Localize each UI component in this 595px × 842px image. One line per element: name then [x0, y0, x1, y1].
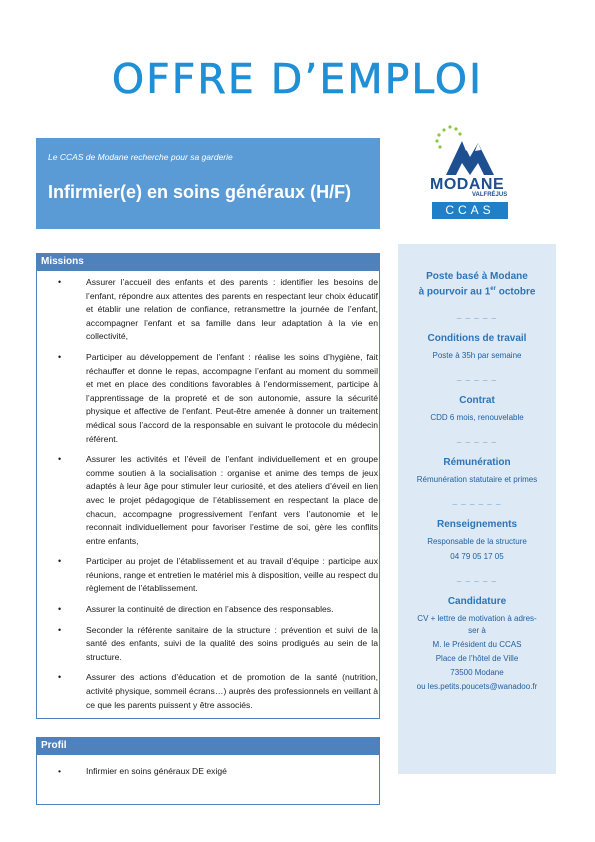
list-item: • Seconder la référente sanitaire de la structure : prévention et suivi de la santé des enfants, suivi de la qualité des soins prodigués au sein de la structure.	[36, 624, 380, 665]
logo-sub: VALFRÉJUS	[472, 192, 508, 198]
missions-heading: Missions	[36, 253, 380, 271]
separator: _ _ _ _ _	[456, 435, 498, 445]
list-item: • Assurer des actions d’éducation et de promotion de la santé (nutrition, activité physique, sommeil écrans…) auprès des professionnels en veillant à ce que les parents puissent y être associés.	[36, 671, 380, 712]
profil-section	[36, 765, 380, 778]
phone-number: 04 79 05 17 05	[450, 552, 504, 562]
conditions-heading: Conditions de travail	[427, 333, 527, 345]
missions-list	[36, 276, 380, 712]
separator: _ _ _ _ _ _	[452, 497, 502, 507]
remuneration-text: Rémunération statutaire et primes	[416, 475, 538, 485]
job-title: Infirmier(e) en soins généraux (H/F)	[48, 182, 352, 202]
candidature-line: M. le Président du CCAS	[432, 640, 522, 650]
start-date-pre: à pourvoir au 1	[418, 286, 491, 298]
job-details-sidebar	[398, 244, 556, 774]
start-date-sup: er	[490, 286, 496, 292]
logo-brand: MODANE	[430, 176, 505, 193]
renseignements-text: Responsable de la structure	[427, 537, 527, 547]
modane-ccas-logo	[426, 125, 514, 225]
contact-email: ou les.petits.poucets@wanadoo.fr	[416, 682, 538, 692]
start-date-post: octobre	[495, 286, 536, 298]
page-title: OFFRE D’EMPLOI	[111, 55, 484, 103]
location-line: Poste basé à Modane	[426, 271, 528, 282]
list-item: • Assurer les activités et l’éveil de l’enfant individuellement et en groupe comme soutien à la socialisation : organise et anime des temps de jeux adaptés à leur âge pour stimuler leur curiosité, et des ateliers d’éveil en lien avec le projet pédagogique de l’établissement en respectant la place de chacun, accompagne progressivement l’enfant vers l’autonomie et le reconnait individuellement pour favoriser l’estime de soi, gère les conflits entre enfants,	[36, 453, 380, 548]
banner-lead: Le CCAS de Modane recherche pour sa garderie	[48, 152, 233, 162]
contrat-heading: Contrat	[459, 395, 495, 407]
profil-box	[36, 755, 380, 805]
start-date-line	[398, 283, 556, 298]
renseignements-heading: Renseignements	[436, 519, 518, 531]
contrat-text: CDD 6 mois, renouvelable	[430, 413, 524, 423]
candidature-line: CV + lettre de motivation à adres-	[417, 614, 537, 624]
mountain-logo-icon	[426, 125, 514, 181]
conditions-text: Poste à 35h par semaine	[432, 351, 522, 361]
list-item: • Assurer la continuité de direction en l’absence des responsables.	[36, 603, 380, 617]
candidature-line: Place de l’hôtel de Ville	[435, 654, 519, 664]
remuneration-heading: Rémunération	[443, 457, 511, 469]
profil-heading: Profil	[36, 737, 380, 755]
separator: _ _ _ _ _	[456, 574, 498, 584]
job-banner	[36, 138, 380, 229]
separator: _ _ _ _ _	[456, 311, 498, 321]
list-item: • Infirmier en soins généraux DE exigé	[36, 765, 380, 778]
missions-section	[36, 276, 380, 719]
list-item: • Assurer l’accueil des enfants et des parents : identifier les besoins de l’enfant, répondre aux attentes des parents en respectant leur choix éducatif et établir une relation de confiance, retransmettre la journée de l’enfant, accompagner l’enfant et sa famille dans leur adaptation à la vie en collectivité,	[36, 276, 380, 344]
separator: _ _ _ _ _	[456, 373, 498, 383]
list-item: • Participer au projet de l’établissement et au travail d’équipe : participe aux réunions, range et entretien le matériel mis à disposition, veille au respect du règlement de l’établissement.	[36, 555, 380, 596]
candidature-line: ser à	[468, 626, 486, 636]
logo-ccas: CCAS	[432, 202, 508, 219]
candidature-heading: Candidature	[447, 596, 507, 608]
candidature-line: 73500 Modane	[450, 668, 504, 678]
list-item: • Participer au développement de l’enfant : réalise les soins d’hygiène, fait réchauffer et donne le repas, accompagne l’enfant au moment du sommeil et met en place des conditions favorables à l’endormissement, participe à l’apprentissage de la propreté et de son autonomie, assure la sécurité physique et affective de l’enfant. Peut-être amenée à donner un traitement médical sous l’accord de la responsable en suivant le protocole du médecin référent.	[36, 351, 380, 446]
